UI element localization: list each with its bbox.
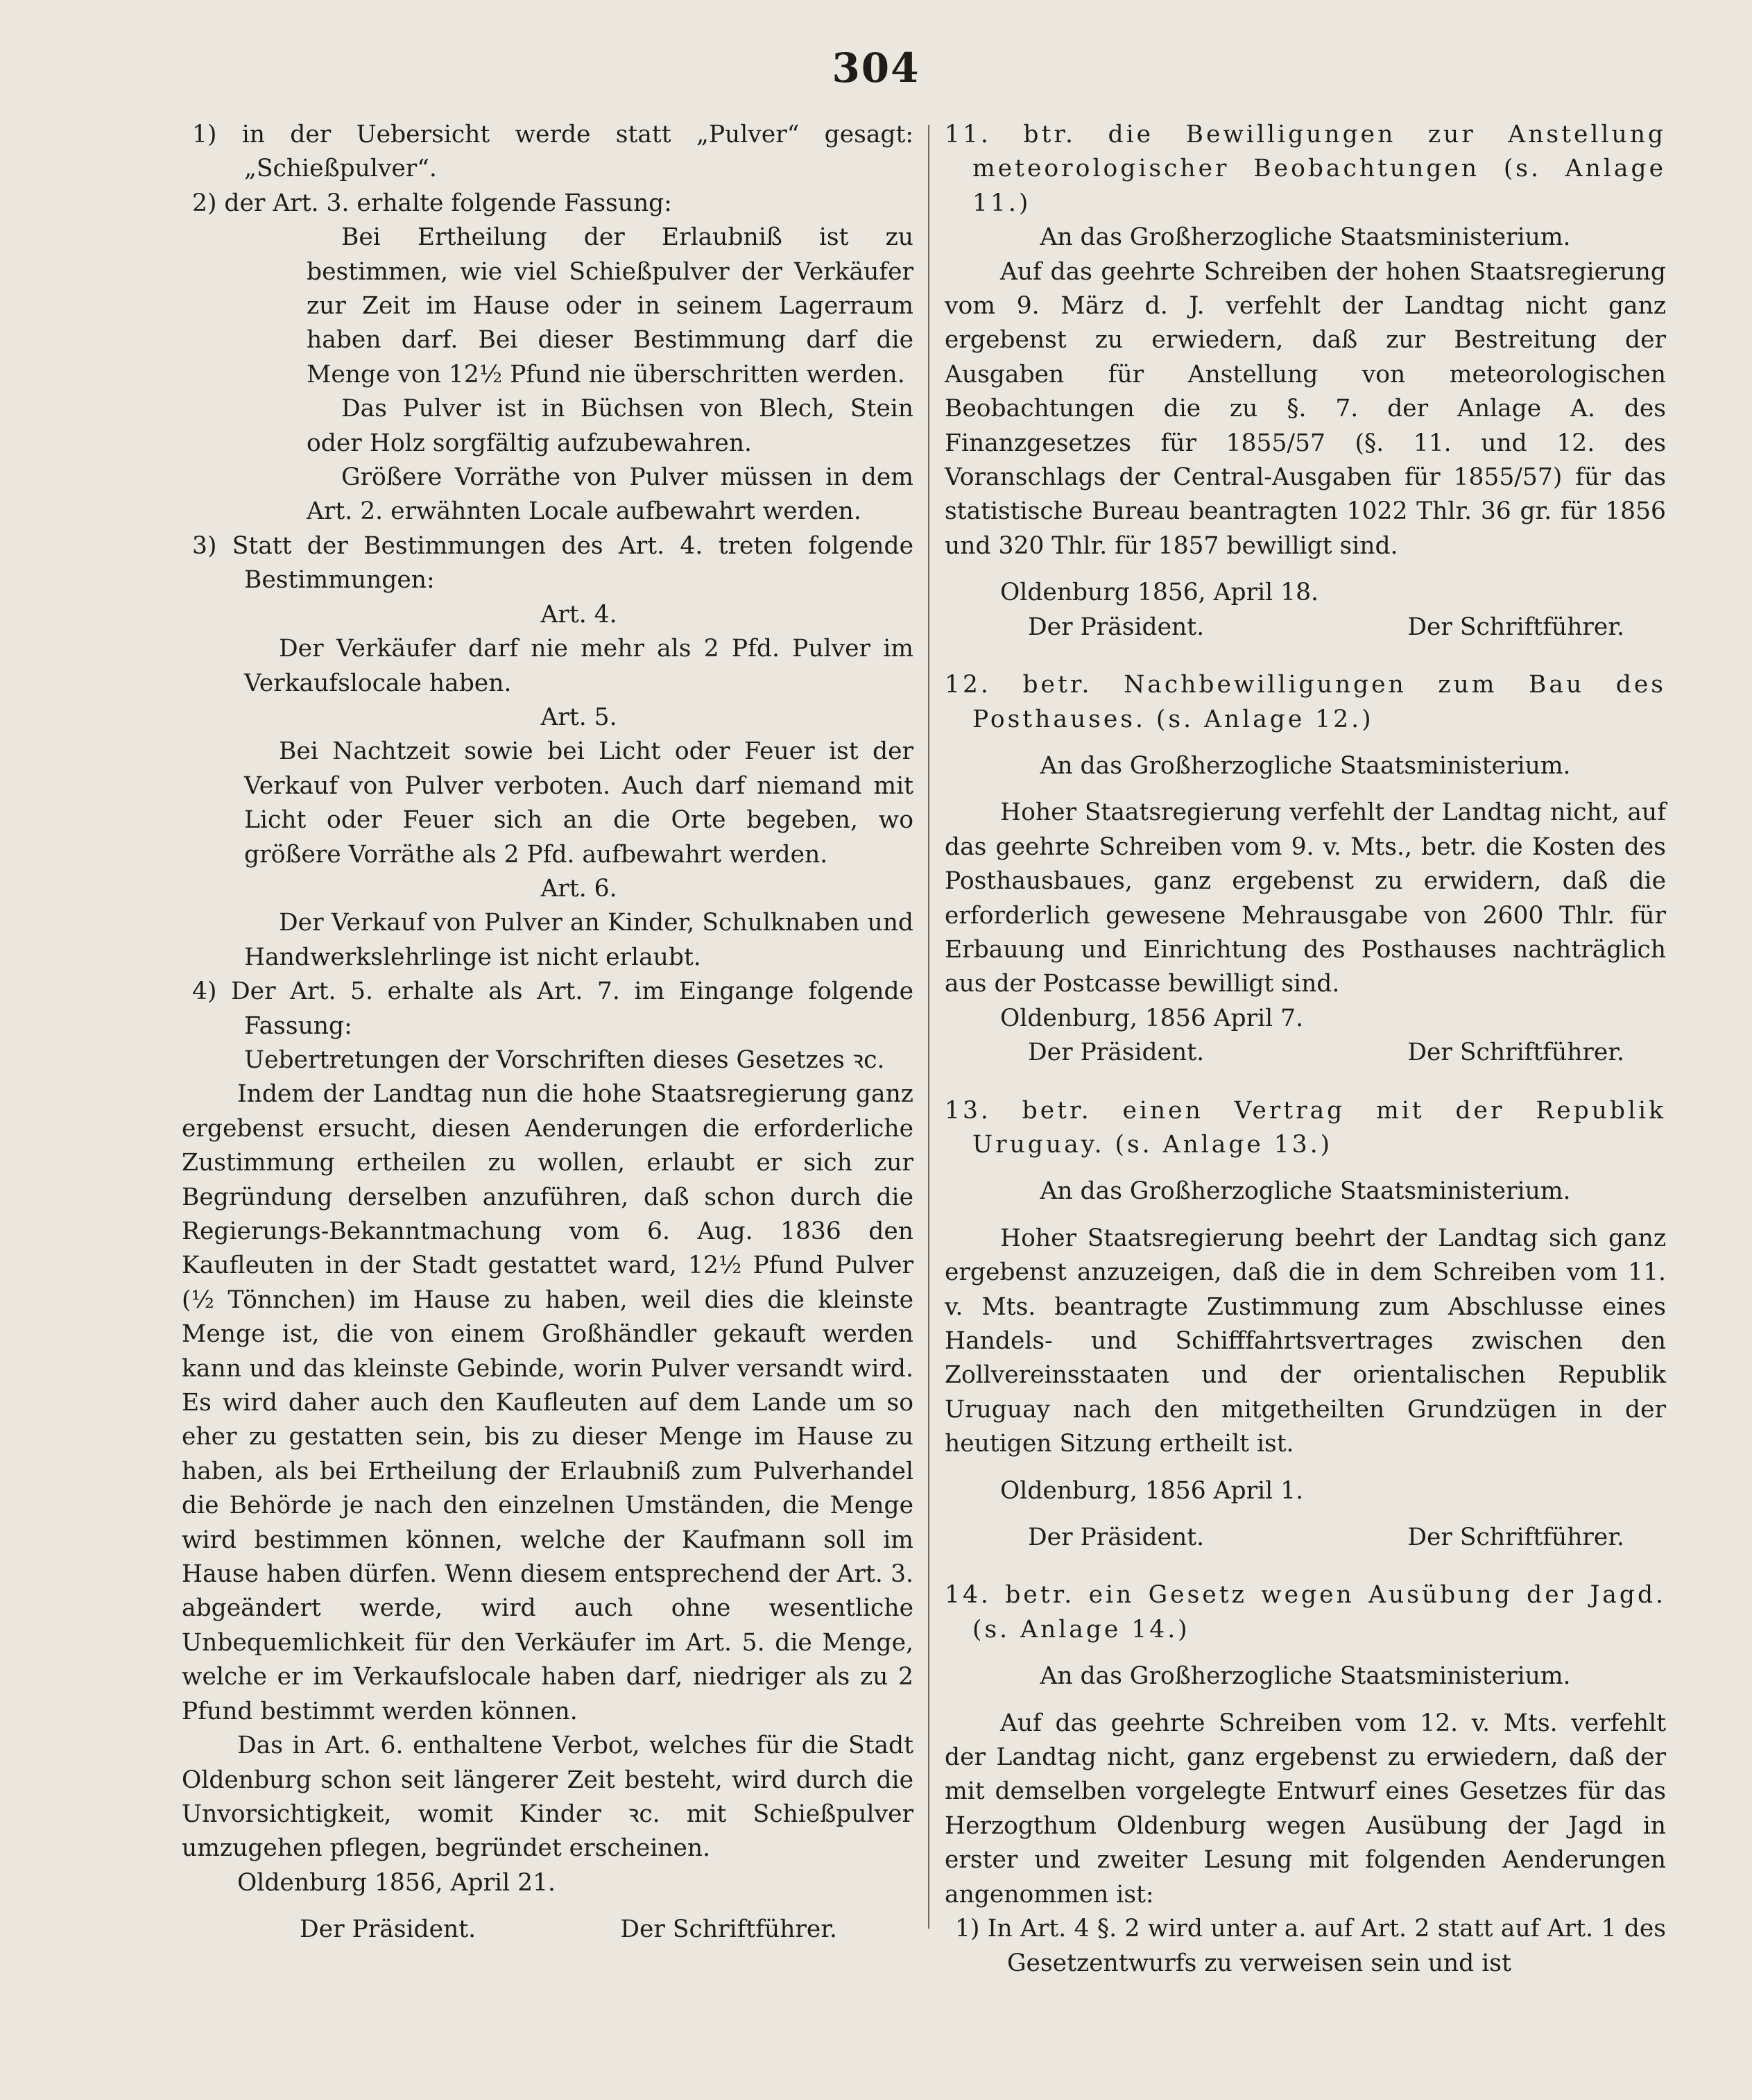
section-14-addressee: An das Großherzogliche Staatsministerium. [1040, 1662, 1571, 1691]
justification-paragraph-2: Das in Art. 6. enthaltene Verbot, welches für die Stadt Oldenburg schon seit längerer Zeit besteht, wird durch die Unvorsichtigkeit, womit Kinder ꝛc. mit Schießpulver umzugehen pflegen, begründet erscheinen. [182, 1732, 913, 1863]
section-14-text: Auf das geehrte Schreiben vom 12. v. Mts. verfehlt der Landtag nicht, ganz ergebenst zu erwiedern, daß der mit demselben vorgelegte Entwurf eines Gesetzes für das Herzogthum Oldenburg wegen Ausübung der Jagd in erster und zweiter Lesung mit folgenden Aenderungen angenommen ist: [945, 1709, 1666, 1909]
left-president-signature: Der Präsident. [300, 1915, 476, 1944]
section-11-signatures [945, 611, 1666, 644]
art4-title: Art. 4. [540, 600, 617, 629]
section-13-signatures [945, 1521, 1666, 1555]
section-13-text: Hoher Staatsregierung beehrt der Landtag sich ganz ergebenst anzuzeigen, daß die in dem Schreiben vom 11. v. Mts. beantragte Zustimmung zum Abschlusse eines Handels- und Schifffahrtsvertrages zwischen den Zollvereinsstaaten und der orientalischen Republik Uruguay nach den mitgetheilten Grundzügen in der heutigen Sitzung ertheilt ist. [945, 1224, 1666, 1458]
section-12-secretary-signature: Der Schriftführer. [1407, 1039, 1624, 1067]
art3-paragraph-3: Größere Vorräthe von Pulver müssen in dem Art. 2. erwähnten Locale aufbewahrt werden. [307, 463, 913, 526]
section-13-addressee: An das Großherzogliche Staatsministerium. [1040, 1177, 1571, 1206]
section-11-text: Auf das geehrte Schreiben der hohen Staatsregierung vom 9. März d. J. verfehlt der Landtag nicht ganz ergebenst zu erwiedern, daß zur Bestreitung der Ausgaben für Anstellung von meteorologischen Beobachtungen die zu §. 7. der Anlage A. des Finanzgesetzes für 1855/57 (§. 11. und 12. des Voranschlags der Central-Ausgaben für 1855/57) für das statistische Bureau beantragten 1022 Thlr. 36 gr. für 1856 und 320 Thlr. für 1857 bewilligt sind. [945, 257, 1666, 560]
section-12-text: Hoher Staatsregierung verfehlt der Landtag nicht, auf das geehrte Schreiben vom 9. v. Mts., betr. die Kosten des Posthausbaues, ganz ergebenst zu erwidern, daß die erforderlich gewesene Mehrausgabe von 2600 Thlr. für Erbauung und Einrichtung des Posthauses nachträglich aus der Postcasse bewilligt sind. [945, 799, 1666, 998]
section-12-date: Oldenburg, 1856 April 7. [1000, 1004, 1304, 1032]
section-11-heading: 11. btr. die Bewilligungen zur Anstellung meteorologischer Beobachtungen (s. Anlage 11.) [945, 121, 1666, 217]
amendment-item-1: 1) in der Uebersicht werde statt „Pulver“ gesagt: „Schießpulver“. [192, 121, 913, 183]
section-11-date: Oldenburg 1856, April 18. [1000, 579, 1319, 607]
section-12-addressee: An das Großherzogliche Staatsministerium. [1040, 751, 1571, 780]
left-column [182, 118, 913, 1996]
art7-text: Uebertretungen der Vorschriften dieses Gesetzes ꝛc. [244, 1045, 885, 1074]
art6-text: Der Verkauf von Pulver an Kinder, Schulknaben und Handwerkslehrlinge ist nicht erlaubt. [244, 909, 913, 971]
page-number: 304 [832, 44, 920, 92]
justification-paragraph-1: Indem der Landtag nun die hohe Staatsregierung ganz ergebenst ersucht, diesen Aenderungen die erforderliche Zustimmung ertheilen zu wollen, erlaubt er sich zur Begründung derselben anzuführen, daß schon durch die Regierungs-Bekanntmachung vom 6. Aug. 1836 den Kaufleuten in der Stadt gestattet ward, 12½ Pfund Pulver (½ Tönnchen) im Hause zu haben, weil dies die kleinste Menge ist, die von einem Großhändler gekauft werden kann und das kleinste Gebinde, worin Pulver versandt wird. Es wird daher auch den Kaufleuten auf dem Lande um so eher zu gestatten sein, bis zu dieser Menge im Hause zu haben, als bei Ertheilung der Erlaubniß zum Pulverhandel die Behörde je nach den einzelnen Umständen, die Menge wird bestimmen können, welche der Kaufmann soll im Hause haben dürfen. Wenn diesem entsprechend der Art. 3. abgeändert werde, wird auch ohne wesentliche Unbequemlichkeit für den Verkäufer im Art. 5. die Menge, welche er im Verkaufslocale haben darf, niedriger als zu 2 Pfund bestimmt werden können. [182, 1080, 913, 1725]
art5-text: Bei Nachtzeit sowie bei Licht oder Feuer ist der Verkauf von Pulver verboten. Auch darf niemand mit Licht oder Feuer sich an die Orte begeben, wo größere Vorräthe als 2 Pfd. aufbewahrt werden. [244, 737, 913, 869]
section-11-secretary-signature: Der Schriftführer. [1407, 613, 1624, 641]
section-12-heading: 12. betr. Nachbewilligungen zum Bau des Posthauses. (s. Anlage 12.) [945, 671, 1666, 733]
section-12-president-signature: Der Präsident. [1028, 1039, 1205, 1067]
amendment-item-3: 3) Statt der Bestimmungen des Art. 4. treten folgende Bestimmungen: [192, 531, 913, 595]
art3-paragraph-1: Bei Ertheilung der Erlaubniß ist zu bestimmen, wie viel Schießpulver der Verkäufer zur Zeit im Hause oder in seinem Lagerraum haben darf. Bei dieser Bestimmung darf die Menge von 12½ Pfund nie überschritten werden. [307, 223, 913, 389]
section-14-item-1: 1) In Art. 4 §. 2 wird unter a. auf Art. 2 statt auf Art. 1 des Gesetzentwurfs zu verweisen sein und ist [955, 1915, 1666, 1977]
art3-paragraph-2: Das Pulver ist in Büchsen von Blech, Stein oder Holz sorgfältig aufzubewahren. [307, 395, 913, 457]
column-divider [928, 125, 929, 1929]
section-13-secretary-signature: Der Schriftführer. [1407, 1523, 1624, 1552]
section-14-heading: 14. betr. ein Gesetz wegen Ausübung der Jagd. (s. Anlage 14.) [945, 1581, 1666, 1644]
right-column [945, 118, 1666, 1996]
left-date: Oldenburg 1856, April 21. [237, 1868, 556, 1897]
art6-title: Art. 6. [540, 874, 617, 903]
art5-title: Art. 5. [540, 703, 617, 731]
section-12-signatures [945, 1036, 1666, 1070]
section-11-president-signature: Der Präsident. [1028, 613, 1205, 641]
section-13-president-signature: Der Präsident. [1028, 1523, 1205, 1552]
amendment-item-2: 2) der Art. 3. erhalte folgende Fassung: [192, 189, 672, 217]
art4-text: Der Verkäufer darf nie mehr als 2 Pfd. Pulver im Verkaufslocale haben. [244, 635, 913, 697]
section-11-addressee: An das Großherzogliche Staatsministerium. [1040, 223, 1571, 252]
section-13-date: Oldenburg, 1856 April 1. [1000, 1476, 1304, 1505]
left-secretary-signature: Der Schriftführer. [620, 1915, 837, 1944]
section-13-heading: 13. betr. einen Vertrag mit der Republik Uruguay. (s. Anlage 13.) [945, 1096, 1666, 1159]
amendment-item-4: 4) Der Art. 5. erhalte als Art. 7. im Eingange folgende Fassung: [192, 978, 913, 1040]
left-signatures [182, 1913, 913, 1947]
